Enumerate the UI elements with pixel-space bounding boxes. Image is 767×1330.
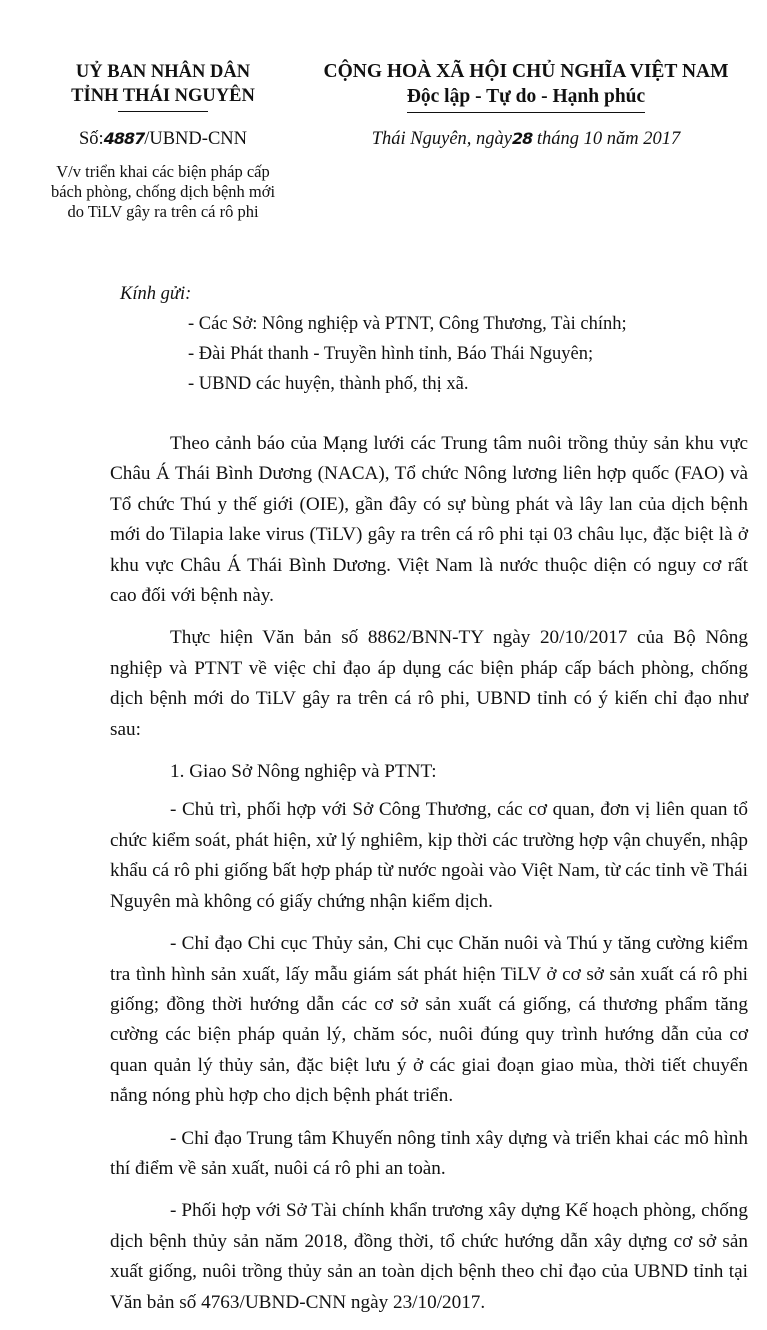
task-bullet: - Chỉ đạo Trung tâm Khuyến nông tỉnh xây dựng và triển khai các mô hình thí điểm về sản xuất, nuôi cá rô phi an toàn.	[110, 1127, 748, 1179]
agency-name-line1: UỶ BAN NHÂN DÂN	[75, 62, 251, 82]
issuing-agency-block	[28, 60, 298, 222]
document-number	[28, 126, 298, 152]
recipients-label: Kính gửi:	[120, 284, 192, 304]
subject-line: V/v triển khai các biện pháp cấp	[56, 162, 270, 181]
recipient-item: - Các Sở: Nông nghiệp và PTNT, Công Thương, Tài chính;	[188, 314, 627, 334]
document-subject	[28, 162, 298, 222]
recipients-block	[120, 279, 750, 399]
section-heading-1: 1. Giao Sở Nông nghiệp và PTNT:	[170, 761, 437, 783]
document-body	[110, 429, 748, 1330]
place-and-date	[296, 127, 756, 151]
subject-line: do TiLV gây ra trên cá rô phi	[67, 202, 259, 221]
body-paragraph-warning: Theo cảnh báo của Mạng lưới các Trung tâm nuôi trồng thủy sản khu vực Châu Á Thái Bình Dương (NACA), Tổ chức Nông lương liên hợp quốc (FAO) và Tổ chức Thú y thế giới (OIE), gần đây có sự bùng phát và lây lan của dịch bệnh mới do Tilapia lake virus (TiLV) gây ra trên cá rô phi tại 03 châu lục, đặc biệt là ở khu vực Châu Á Thái Bình Dương. Việt Nam là nước thuộc diện có nguy cơ rất cao đối với bệnh này.	[110, 433, 748, 607]
national-motto: Độc lập - Tự do - Hạnh phúc	[407, 84, 645, 113]
date-suffix: tháng 10 năm 2017	[536, 129, 681, 149]
recipient-item: - UBND các huyện, thành phố, thị xã.	[188, 374, 469, 394]
subject-line: bách phòng, chống dịch bệnh mới	[50, 182, 276, 201]
nation-title: CỘNG HOÀ XÃ HỘI CHỦ NGHĨA VIỆT NAM	[323, 61, 729, 82]
task-bullet: - Chỉ đạo Chi cục Thủy sản, Chi cục Chăn nuôi và Thú y tăng cường kiểm tra tình hình sản xuất, lấy mẫu giám sát phát hiện TiLV ở cơ sở sản xuất cá rô phi giống; đồng thời hướng dẫn các cơ sở sản xuất cá giống, cá thương phẩm tăng cường các biện pháp quản lý, chăm sóc, nuôi đúng quy trình hướng dẫn của cơ quan quản lý thủy sản, đặc biệt lưu ý ở các giai đoạn giao mùa, thời tiết chuyển nắng nóng phù hợp cho dịch bệnh phát triển.	[110, 933, 748, 1107]
task-bullet: - Chủ trì, phối hợp với Sở Công Thương, các cơ quan, đơn vị liên quan tổ chức kiểm soát, phát hiện, xử lý nghiêm, kịp thời các trường hợp vận chuyển, nhập khẩu cá rô phi giống bất hợp pháp từ nước ngoài vào Việt Nam, từ các tỉnh về Thái Nguyên mà không có giấy chứng nhận kiểm dịch.	[110, 799, 748, 912]
national-header-block	[296, 60, 756, 151]
doc-number-suffix: /UBND-CNN	[144, 129, 247, 149]
date-prefix: Thái Nguyên, ngày	[371, 129, 512, 149]
task-bullet: - Phối hợp với Sở Tài chính khẩn trương xây dựng Kế hoạch phòng, chống dịch bệnh thủy sản năm 2018, đồng thời, tổ chức hướng dẫn xây dựng cơ sở sản xuất giống, nuôi trồng thủy sản an toàn dịch bệnh theo chỉ đạo của UBND tỉnh tại Văn bản số 4763/UBND-CNN ngày 23/10/2017.	[110, 1200, 748, 1313]
doc-number-prefix: Số:	[79, 129, 104, 149]
body-paragraph-implementation: Thực hiện Văn bản số 8862/BNN-TY ngày 20/10/2017 của Bộ Nông nghiệp và PTNT về việc chỉ đạo áp dụng các biện pháp cấp bách phòng, chống dịch bệnh mới do TiLV gây ra trên cá rô phi, UBND tỉnh có ý kiến chỉ đạo như sau:	[110, 627, 748, 740]
recipient-item: - Đài Phát thanh - Truyền hình tỉnh, Báo Thái Nguyên;	[188, 344, 594, 364]
doc-number-handwritten: 4887	[103, 129, 145, 148]
agency-name-line2: TỈNH THÁI NGUYÊN	[71, 86, 255, 106]
agency-underline	[118, 111, 208, 112]
date-day-handwritten: 28	[512, 129, 533, 148]
recipients-list	[120, 309, 750, 399]
